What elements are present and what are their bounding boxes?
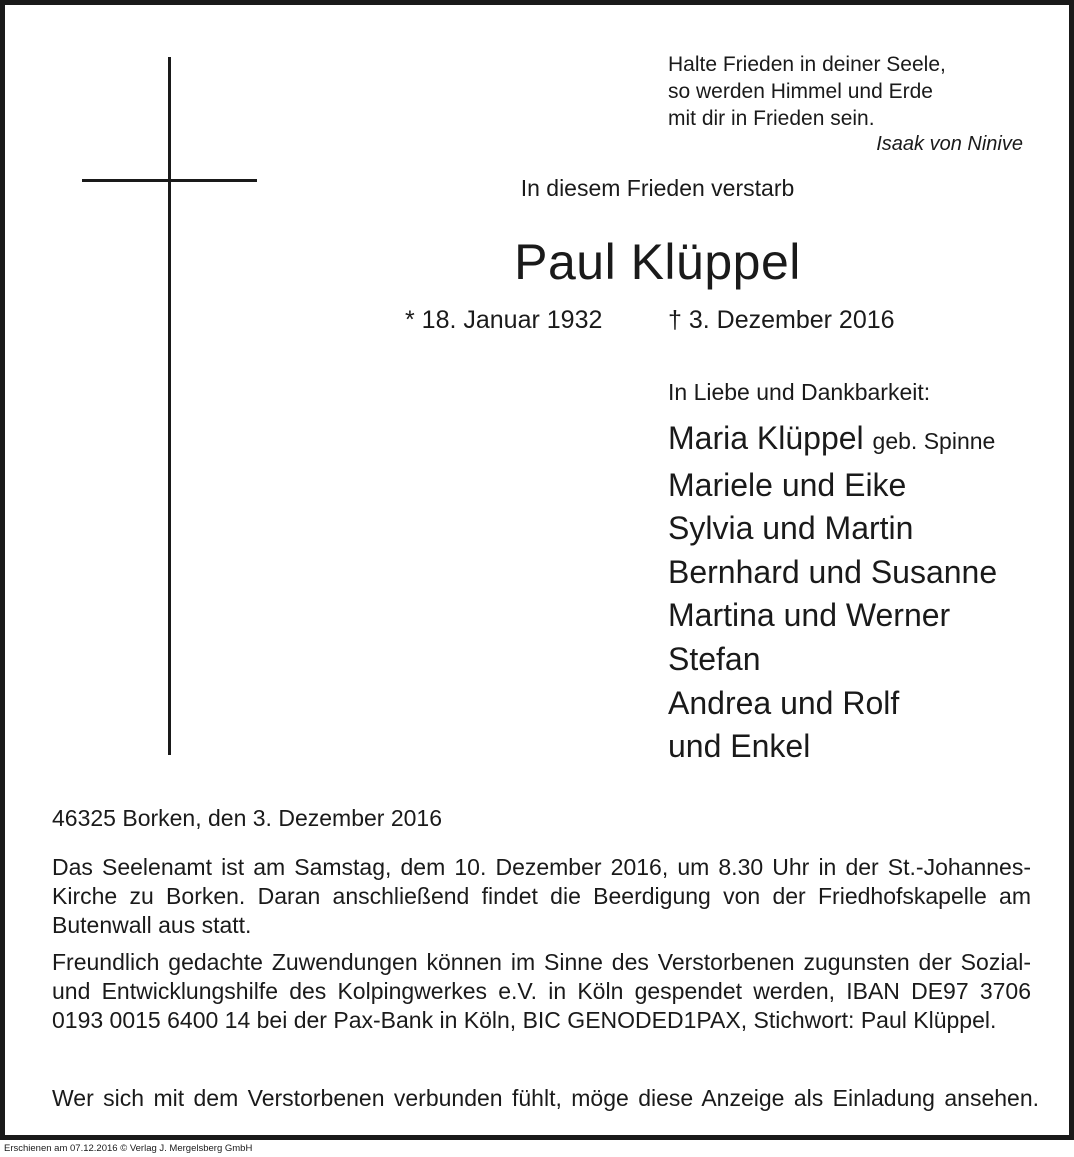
quote-author: Isaak von Ninive [876,133,1023,155]
mourners-list [668,417,997,769]
birth-date: * 18. Januar 1932 [405,306,603,334]
mourner-item: Martina und Werner [668,597,951,634]
mourner-item: und Enkel [668,728,811,765]
quote-line: Halte Frieden in deiner Seele, [668,53,946,76]
cross-icon-vertical-bar [168,57,171,755]
publication-footer: Erschienen am 07.12.2016 © Verlag J. Mergelsberg GmbH [4,1143,253,1154]
place-date: 46325 Borken, den 3. Dezember 2016 [52,805,442,831]
mourners-heading: In Liebe und Dankbarkeit: [668,379,931,405]
mourner-item: Mariele und Eike [668,466,907,503]
quote-line: so werden Himmel und Erde [668,80,933,103]
mourner-item: Andrea und Rolf [668,684,900,721]
mourner-item [668,417,997,464]
closing-text: Wer sich mit dem Verstorbenen verbunden fühlt, möge diese Anzeige als Einladung ansehen. [52,1085,1039,1111]
mourner-item: Stefan [668,640,761,677]
mourner-item: Bernhard und Susanne [668,553,998,590]
donation-info-paragraph: Freundlich gedachte Zuwendungen können im Sinne des Verstorbenen zugunsten der Sozial- und Entwicklungshilfe des Kolpingwerkes e.V. in Köln gespendet werden, IBAN DE97 3706 0193 0015 6400 14 bei der Pax-Bank in Köln, BIC GENODED1PAX, Stichwort: Paul Klüppel. [52,949,1031,1033]
mourner-item: Sylvia und Martin [668,510,914,547]
quote [668,51,946,132]
maiden-name: geb. Spinne [872,428,996,454]
intro-text: In diesem Frieden verstarb [520,175,795,201]
death-date: † 3. Dezember 2016 [668,306,895,334]
funeral-info-paragraph: Das Seelenamt ist am Samstag, dem 10. Dezember 2016, um 8.30 Uhr in der St.-Johannes-Kirche zu Borken. Daran anschließend findet die Beerdigung von der Friedhofskapelle am Butenwall aus statt. [52,854,1031,938]
deceased-name: Paul Klüppel [514,234,801,290]
mourner-name: Maria Klüppel [668,420,864,456]
quote-line: mit dir in Frieden sein. [668,107,875,130]
